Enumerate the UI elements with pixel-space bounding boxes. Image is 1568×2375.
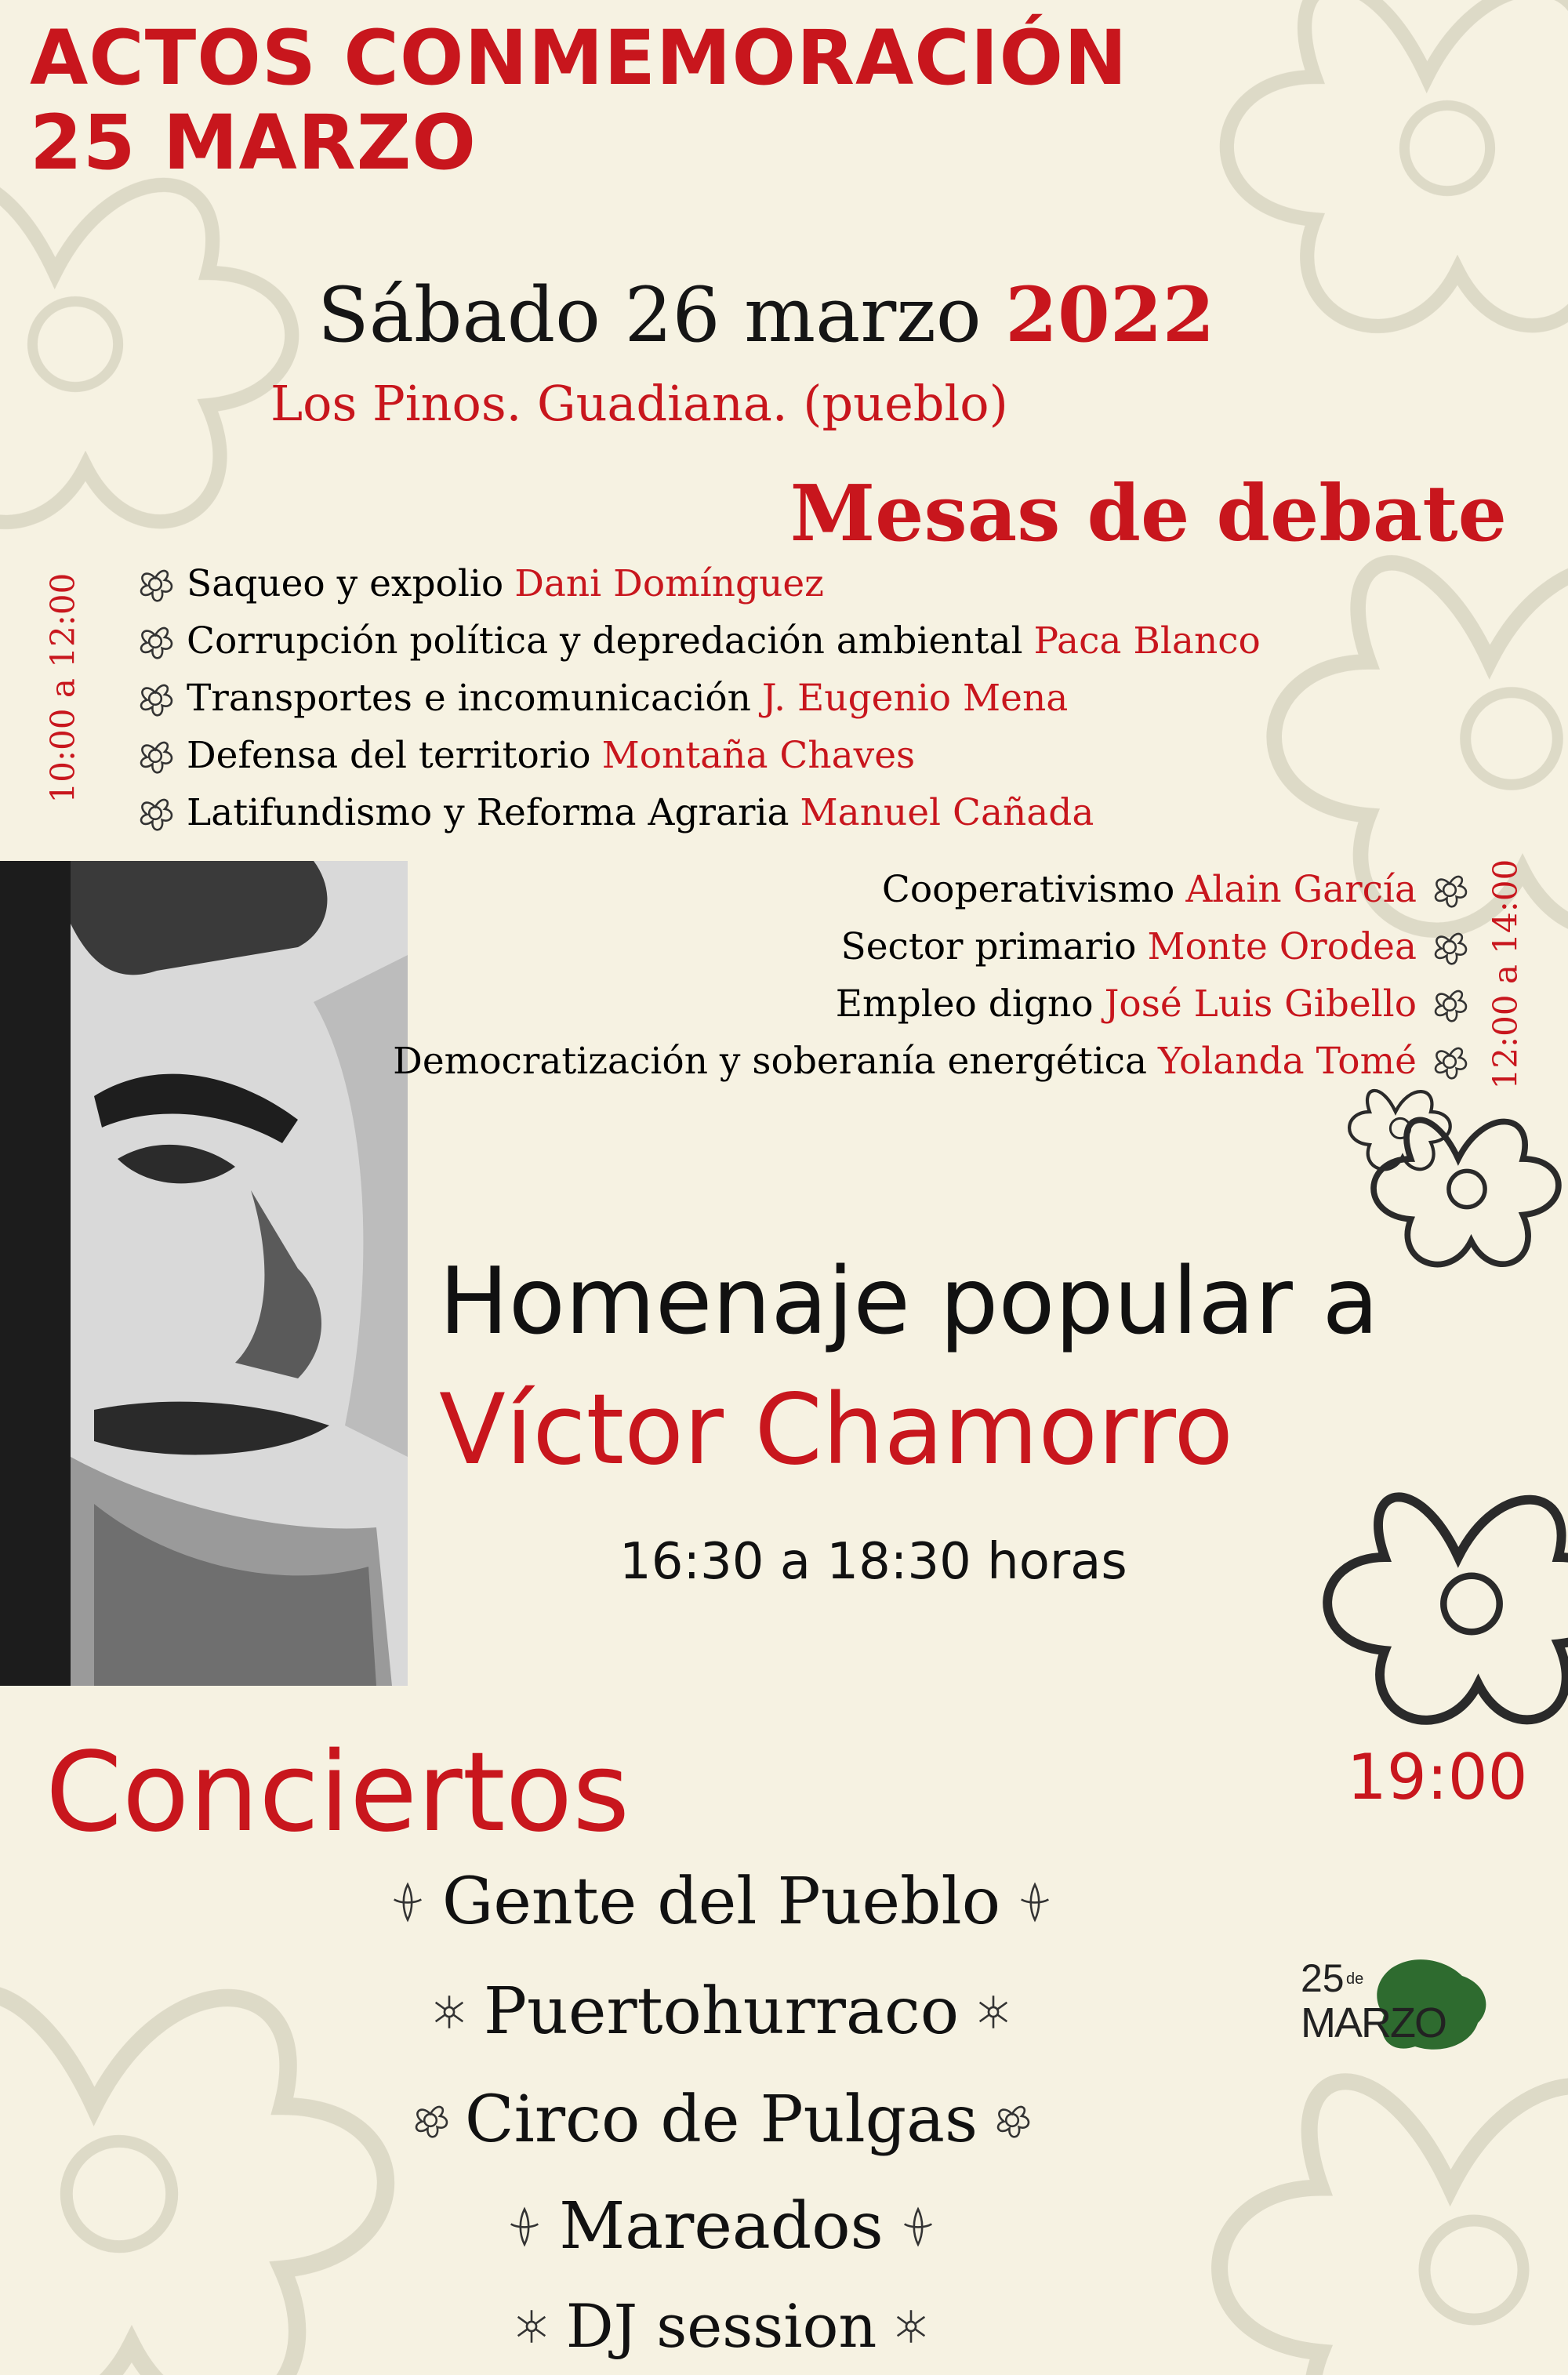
logo-word: MARZO: [1301, 1999, 1446, 2046]
rosette-icon: [1429, 870, 1470, 910]
band-item: [0, 1865, 1443, 1939]
debate-topic: Transportes e incomunicación: [187, 677, 751, 720]
event-title-line2: 25 MARZO: [30, 99, 477, 187]
list-item: [135, 612, 1261, 670]
homenaje-line2: Víctor Chamorro: [439, 1374, 1234, 1487]
flower-ornament-icon: [992, 2100, 1033, 2141]
debate-speaker: Paca Blanco: [1033, 619, 1261, 663]
rosette-icon: [135, 735, 176, 776]
debate-speaker: José Luis Gibello: [1104, 982, 1417, 1026]
debate-topic: Latifundismo y Reforma Agraria: [187, 791, 789, 834]
debates-heading: Mesas de debate: [789, 469, 1507, 559]
list-item: [135, 670, 1261, 727]
debate-speaker: Yolanda Tomé: [1158, 1040, 1417, 1083]
flower-ornament-icon: [504, 2206, 545, 2247]
debate-block-2: [393, 861, 1470, 1090]
flower-ornament-icon: [410, 2100, 451, 2141]
rosette-icon: [1429, 927, 1470, 968]
portrait-image: [0, 861, 408, 1686]
flower-ornament-icon: [511, 2306, 552, 2347]
event-title: [30, 16, 1127, 185]
band-name: Puertohurraco: [483, 1974, 960, 2049]
list-item: [135, 555, 1261, 612]
debate-block-1: [135, 555, 1261, 841]
conciertos-time: 19:00: [1347, 1741, 1528, 1814]
debate-topic: Saqueo y expolio: [187, 562, 504, 605]
event-year: 2022: [1005, 271, 1215, 359]
debate-topic: Cooperativismo: [881, 868, 1175, 911]
event-title-line1: ACTOS CONMEMORACIÓN: [30, 14, 1128, 102]
debate-topic: Defensa del territorio: [187, 734, 591, 777]
list-item: [135, 784, 1261, 841]
block2-time: 12:00 a 14:00: [1486, 859, 1525, 1090]
debate-topic: Democratización y soberanía energética: [393, 1040, 1147, 1083]
homenaje-line1: Homenaje popular a: [439, 1247, 1379, 1355]
homenaje-time: 16:30 a 18:30 horas: [619, 1533, 1127, 1591]
band-name: Circo de Pulgas: [464, 2083, 978, 2157]
band-item: [0, 1974, 1443, 2049]
debate-topic: Empleo digno: [835, 982, 1094, 1026]
band-name: DJ session: [565, 2291, 877, 2361]
rosette-icon: [135, 564, 176, 605]
rosette-icon: [135, 621, 176, 662]
logo-number: 25: [1301, 1956, 1345, 2000]
band-name: Mareados: [559, 2189, 884, 2264]
block1-time: 10:00 a 12:00: [43, 572, 82, 804]
block2-time-wrap: [1403, 859, 1568, 1090]
band-item: [0, 2291, 1443, 2361]
band-item: [0, 2083, 1443, 2157]
rosette-icon: [1429, 1041, 1470, 1082]
debate-speaker: Montaña Chaves: [601, 734, 916, 777]
list-item: [393, 861, 1470, 918]
list-item: [393, 918, 1470, 975]
flower-ornament-icon: [898, 2206, 938, 2247]
flower-ornament-icon: [387, 1882, 428, 1923]
organization-logo: [1298, 1945, 1501, 2062]
flower-ornament-icon: [1014, 1882, 1055, 1923]
debate-speaker: Manuel Cañada: [800, 791, 1094, 834]
debate-speaker: Monte Orodea: [1147, 925, 1417, 968]
rosette-icon: [135, 678, 176, 719]
band-name: Gente del Pueblo: [441, 1865, 1001, 1939]
debate-speaker: J. Eugenio Mena: [761, 677, 1069, 720]
debate-topic: Sector primario: [840, 925, 1137, 968]
rosette-icon: [135, 793, 176, 833]
debate-speaker: Alain García: [1185, 868, 1417, 911]
flower-ornament-icon: [973, 1992, 1014, 2032]
event-date: [318, 271, 1214, 359]
band-item: [0, 2189, 1443, 2264]
flower-ornament-icon: [891, 2306, 931, 2347]
black-flower-outlines: [1327, 1091, 1568, 1720]
event-place: Los Pinos. Guadiana. (pueblo): [270, 375, 1008, 432]
event-day: Sábado 26 marzo: [318, 271, 982, 359]
flower-ornament-icon: [429, 1992, 470, 2032]
logo-de: de: [1346, 1970, 1364, 1988]
list-item: [393, 1033, 1470, 1090]
list-item: [135, 727, 1261, 784]
list-item: [393, 975, 1470, 1033]
debate-topic: Corrupción política y depredación ambiental: [187, 619, 1023, 663]
conciertos-heading: Conciertos: [45, 1729, 630, 1857]
debate-speaker: Dani Domínguez: [514, 562, 824, 605]
